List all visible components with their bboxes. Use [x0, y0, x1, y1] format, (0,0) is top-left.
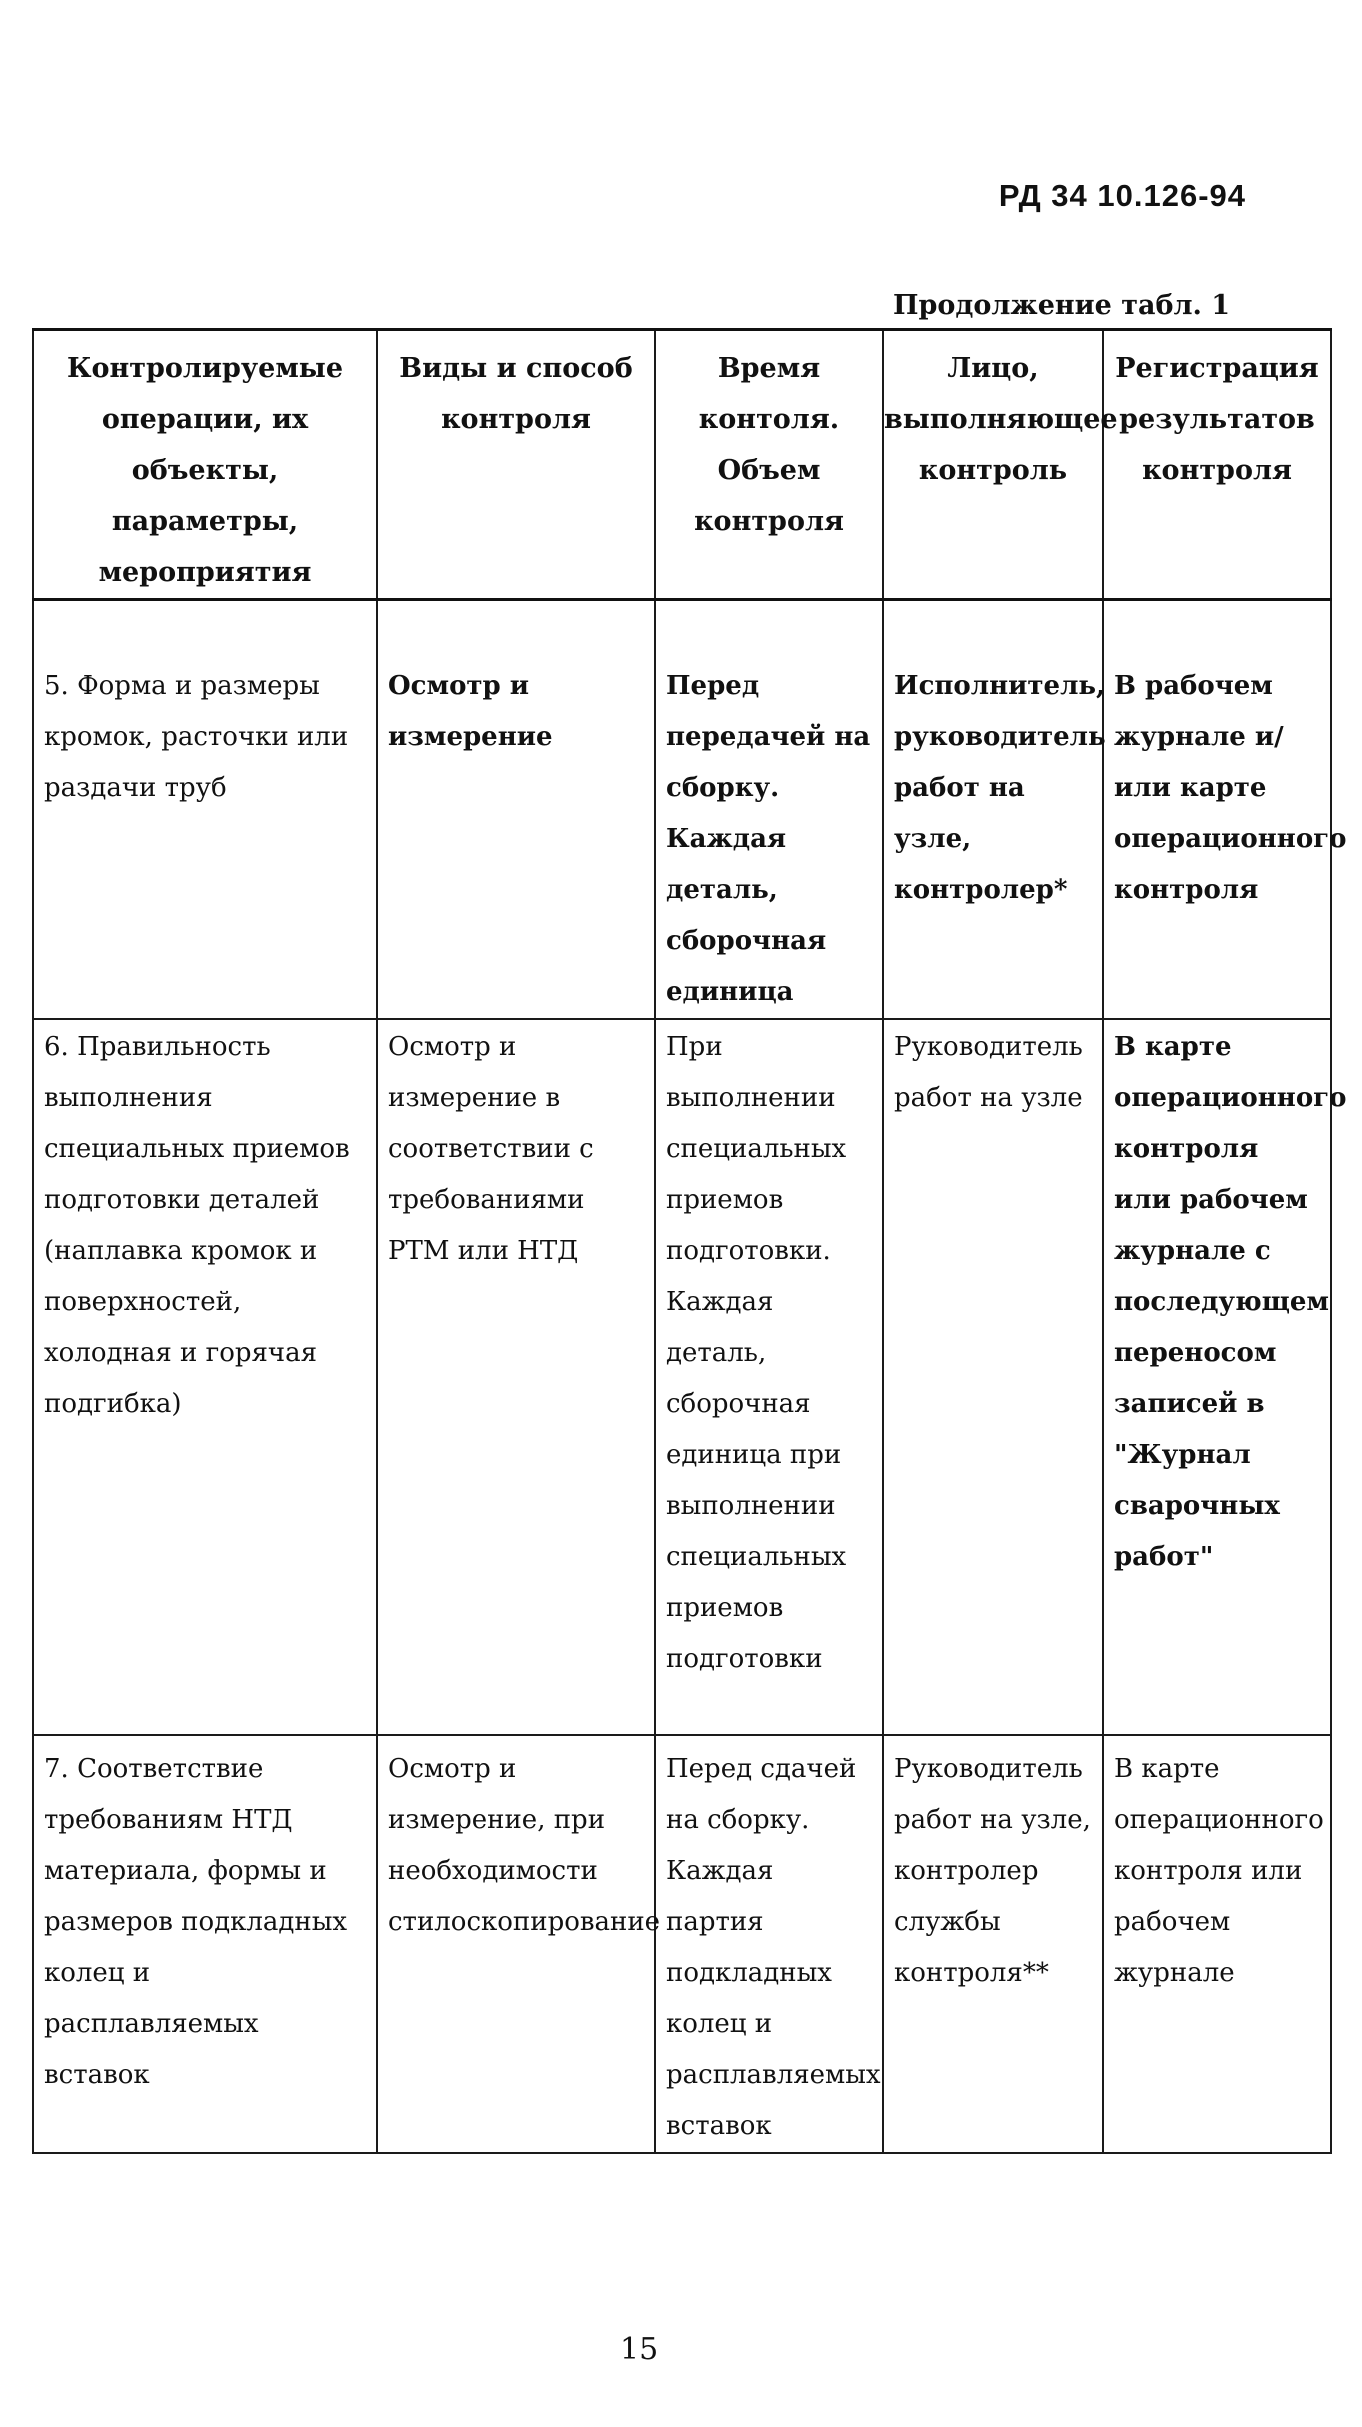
cell-registration: В карте операционного контроля или рабочем журнале	[1103, 1735, 1331, 2153]
table-row	[33, 600, 1331, 1020]
control-table-container	[32, 328, 1347, 2154]
table-header-row	[33, 330, 1331, 600]
page-number: 15	[620, 2332, 659, 2367]
cell-method: Осмотр и измерение, при необходимости стилоскопирование	[377, 1735, 655, 2153]
col-header-operation: Контролируемые операции, их объекты, параметры, мероприятия	[33, 330, 377, 600]
col-header-registration: Регистрация результатов контроля	[1103, 330, 1331, 600]
cell-operation: 6. Правильность выполнения специальных приемов подготовки деталей (наплавка кромок и поверхностей, холодная и горячая подгибка)	[33, 1019, 377, 1735]
cell-person: Руководитель работ на узле	[883, 1019, 1103, 1735]
cell-registration: В рабочем журнале и/или карте операционного контроля	[1103, 600, 1331, 1020]
cell-operation: 7. Соответствие требованиям НТД материала, формы и размеров подкладных колец и расплавляемых вставок	[33, 1735, 377, 2153]
cell-method: Осмотр и измерение в соответствии с требованиями РТМ или НТД	[377, 1019, 655, 1735]
cell-person: Руководитель работ на узле, контролер службы контроля**	[883, 1735, 1103, 2153]
table-row	[33, 1019, 1331, 1735]
col-header-method: Виды и способ контроля	[377, 330, 655, 600]
cell-time: Перед сдачей на сборку. Каждая партия подкладных колец и расплавляемых вставок	[655, 1735, 883, 2153]
col-header-person: Лицо, выполняющее контроль	[883, 330, 1103, 600]
control-table	[32, 328, 1347, 2154]
cell-time: Перед передачей на сборку. Каждая деталь, сборочная единица	[655, 600, 883, 1020]
cell-registration: В карте операционного контроля или рабочем журнале с последующем переносом записей в "Журнал сварочных работ"	[1103, 1019, 1331, 1735]
document-code: РД 34 10.126-94	[998, 178, 1246, 213]
cell-person: Исполнитель, руководитель работ на узле, контролер*	[883, 600, 1103, 1020]
col-header-time: Время контоля. Объем контроля	[655, 330, 883, 600]
table-continuation-label: Продолжение табл. 1	[893, 290, 1231, 321]
cell-method: Осмотр и измерение	[377, 600, 655, 1020]
cell-time: При выполнении специальных приемов подготовки. Каждая деталь, сборочная единица при выполнении специальных приемов подготовки	[655, 1019, 883, 1735]
table-row	[33, 1735, 1331, 2153]
cell-operation: 5. Форма и размеры кромок, расточки или раздачи труб	[33, 600, 377, 1020]
